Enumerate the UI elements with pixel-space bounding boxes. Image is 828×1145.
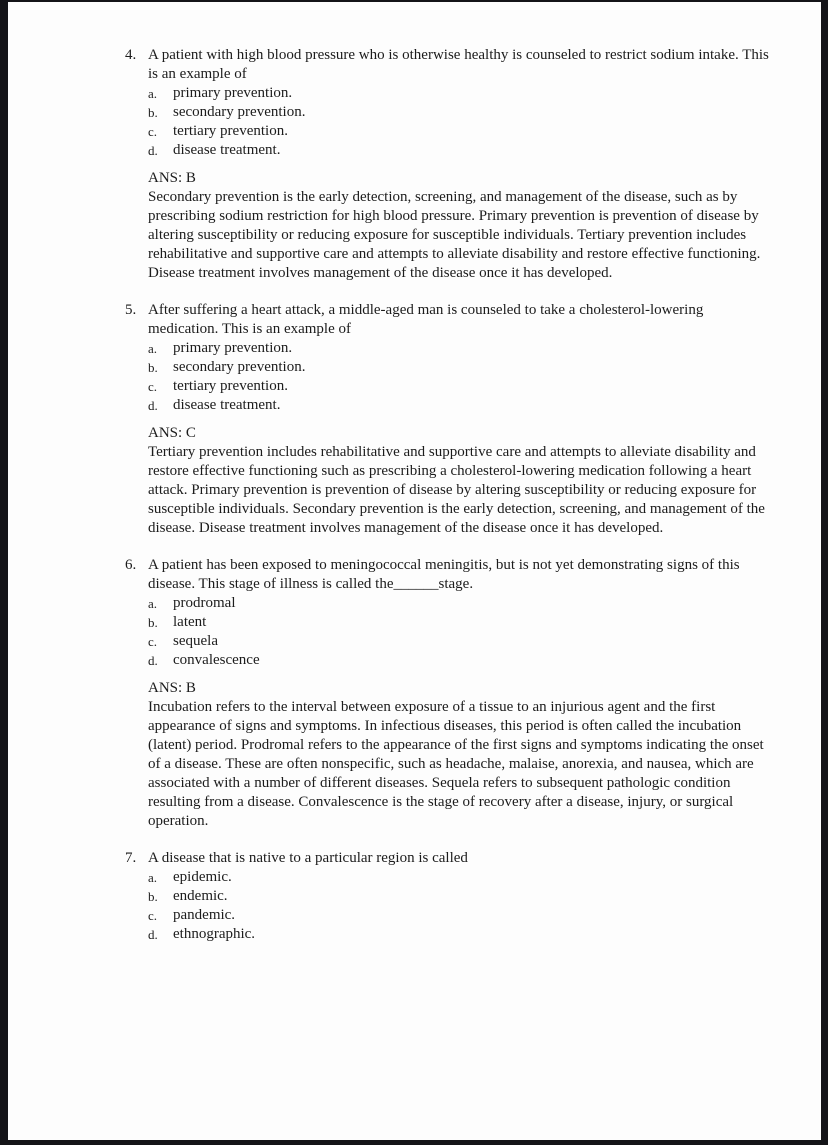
option-letter: a.	[148, 341, 158, 356]
option-text: epidemic.	[173, 869, 232, 885]
option-item	[148, 377, 773, 396]
question-number: 5.	[125, 302, 137, 318]
option-text: disease treatment.	[173, 397, 281, 413]
question-head	[125, 46, 781, 84]
option-item	[148, 868, 773, 887]
answer-rationale: Secondary prevention is the early detection, screening, and management of the disease, such as by prescribing sodium restriction for high blood pressure. Primary prevention is prevention of disease by altering susceptibility or reducing exposure for susceptible individuals. Tertiary prevention includes rehabilitative and supportive care and attempts to alleviate disability and restore effective functioning. Disease treatment involves management of the disease once it has developed.	[148, 189, 761, 281]
option-item	[148, 339, 773, 358]
option-letter: b.	[148, 105, 158, 120]
option-letter: c.	[148, 124, 158, 139]
option-text: endemic.	[173, 888, 228, 904]
answer-rationale: Tertiary prevention includes rehabilitative and supportive care and attempts to alleviate disability and restore effective functioning such as prescribing a cholesterol-lowering medication following a heart attack. Primary prevention is prevention of disease by altering susceptibility or reducing exposure for susceptible individuals. Secondary prevention is the early detection, screening, and management of the disease. Disease treatment involves management of the disease once it has developed.	[148, 444, 765, 536]
option-text: primary prevention.	[173, 340, 293, 356]
option-item	[148, 651, 773, 670]
option-text: secondary prevention.	[173, 359, 306, 375]
answer-label: ANS: C	[148, 425, 196, 441]
option-text: pandemic.	[173, 907, 236, 923]
question-block	[125, 46, 781, 283]
option-letter: a.	[148, 596, 158, 611]
option-item	[148, 613, 773, 632]
option-letter: c.	[148, 908, 158, 923]
option-text: convalescence	[173, 652, 260, 668]
option-text: disease treatment.	[173, 142, 281, 158]
options-list	[148, 339, 773, 415]
question-number: 6.	[125, 557, 137, 573]
options-list	[148, 868, 773, 944]
option-item	[148, 103, 773, 122]
option-text: ethnographic.	[173, 926, 256, 942]
option-letter: d.	[148, 653, 158, 668]
question-number: 4.	[125, 47, 137, 63]
option-item	[148, 906, 773, 925]
option-item	[148, 122, 773, 141]
option-text: latent	[173, 614, 207, 630]
option-letter: b.	[148, 615, 158, 630]
options-list	[148, 84, 773, 160]
answer-rationale: Incubation refers to the interval between exposure of a tissue to an injurious agent and the first appearance of signs and symptoms. In infectious diseases, this period is often called the incubation (latent) period. Prodromal refers to the appearance of the first signs and symptoms indicating the onset of a disease. These are often nonspecific, such as headache, malaise, anorexia, and nausea, which are associated with a number of different diseases. Sequela refers to subsequent pathologic condition resulting from a disease. Convalescence is the stage of recovery after a disease, injury, or surgical operation.	[148, 699, 764, 829]
option-item	[148, 925, 773, 944]
answer-block	[148, 679, 770, 831]
question-text: After suffering a heart attack, a middle-aged man is counseled to take a cholesterol-lowering medication. This is an example of	[148, 302, 704, 337]
option-item	[148, 358, 773, 377]
answer-label: ANS: B	[148, 680, 196, 696]
option-letter: d.	[148, 927, 158, 942]
question-number: 7.	[125, 850, 137, 866]
question-text: A patient has been exposed to meningococcal meningitis, but is not yet demonstrating signs of this disease. This stage of illness is called the______stage.	[148, 557, 740, 592]
option-item	[148, 887, 773, 906]
option-letter: c.	[148, 634, 158, 649]
option-text: secondary prevention.	[173, 104, 306, 120]
question-block	[125, 301, 781, 538]
question-head	[125, 556, 781, 594]
answer-block	[148, 424, 770, 538]
option-text: tertiary prevention.	[173, 378, 288, 394]
answer-block	[148, 169, 770, 283]
option-letter: b.	[148, 889, 158, 904]
option-letter: b.	[148, 360, 158, 375]
option-letter: d.	[148, 143, 158, 158]
option-letter: c.	[148, 379, 158, 394]
options-list	[148, 594, 773, 670]
option-text: tertiary prevention.	[173, 123, 288, 139]
option-item	[148, 594, 773, 613]
option-letter: d.	[148, 398, 158, 413]
question-block	[125, 556, 781, 831]
option-item	[148, 396, 773, 415]
question-block	[125, 849, 781, 944]
option-item	[148, 84, 773, 103]
question-list	[8, 2, 821, 944]
option-text: sequela	[173, 633, 218, 649]
question-head	[125, 301, 781, 339]
option-item	[148, 141, 773, 160]
question-text: A patient with high blood pressure who is otherwise healthy is counseled to restrict sodium intake. This is an example of	[148, 47, 769, 82]
scanned-page	[8, 2, 821, 1140]
question-head	[125, 849, 781, 868]
question-text: A disease that is native to a particular region is called	[148, 850, 468, 866]
option-item	[148, 632, 773, 651]
option-text: primary prevention.	[173, 85, 293, 101]
option-text: prodromal	[173, 595, 236, 611]
answer-label: ANS: B	[148, 170, 196, 186]
option-letter: a.	[148, 870, 158, 885]
option-letter: a.	[148, 86, 158, 101]
